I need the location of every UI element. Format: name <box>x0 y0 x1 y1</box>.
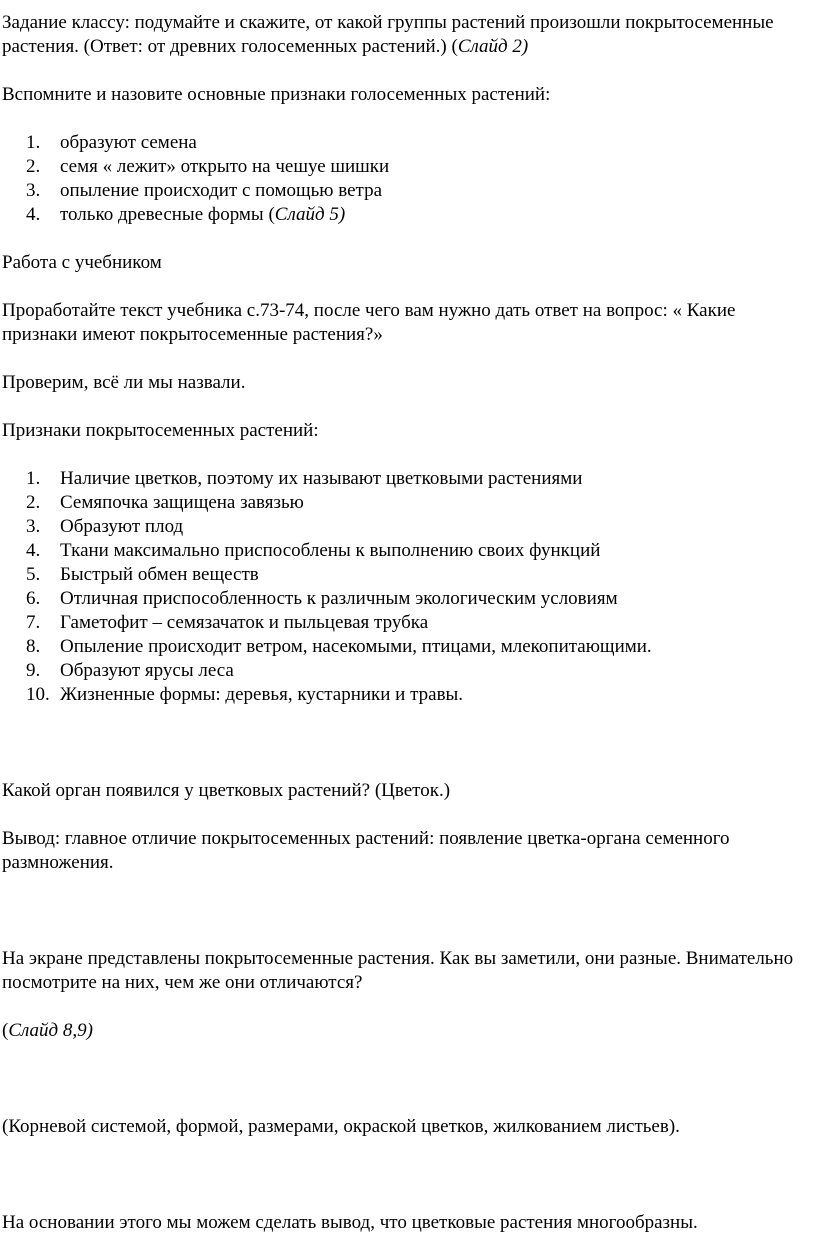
open-paren: ( <box>2 1020 9 1041</box>
list-number: 4. <box>26 540 41 561</box>
list-item <box>2 563 812 587</box>
list-text: Быстрый обмен веществ <box>60 564 259 585</box>
list-item <box>2 491 812 515</box>
list-text: только древесные формы ( <box>60 204 275 225</box>
final-paragraph: На основании этого мы можем сделать вывод, что цветковые растения многообразны. <box>2 1212 698 1233</box>
list-item <box>2 155 812 179</box>
list-item <box>2 635 812 659</box>
list-text: Семяпочка защищена завязью <box>60 492 304 513</box>
textbook-paragraph: Проработайте текст учебника с.73-74, после чего вам нужно дать ответ на вопрос: « Какие признаки имеют покрытосеменные растения?» <box>2 300 736 345</box>
check-paragraph: Проверим, всё ли мы назвали. <box>2 372 246 393</box>
list-item <box>2 203 812 227</box>
list-item <box>2 659 812 683</box>
task-paragraph <box>2 11 812 59</box>
list-text: образуют семена <box>60 132 197 153</box>
list-number: 6. <box>26 588 41 609</box>
question-paragraph: Какой орган появился у цветковых растений? (Цветок.) <box>2 780 451 801</box>
answer-paragraph: (Корневой системой, формой, размерами, окраской цветков, жилкованием листьев). <box>2 1116 680 1137</box>
list-item <box>2 131 812 155</box>
slide-ref: Слайд 8,9) <box>8 1020 93 1041</box>
list-text: Отличная приспособленность к различным экологическим условиям <box>60 588 618 609</box>
list-item <box>2 683 812 707</box>
list-number: 2. <box>26 156 41 177</box>
list-number: 3. <box>26 180 41 201</box>
list-item <box>2 467 812 491</box>
list-item <box>2 611 812 635</box>
list-text: Жизненные формы: деревья, кустарники и травы. <box>60 684 464 705</box>
list-item <box>2 539 812 563</box>
list-item <box>2 179 812 203</box>
document-page <box>2 11 812 1235</box>
list-text: Гаметофит – семязачаток и пыльцевая трубка <box>60 612 429 633</box>
slide-paragraph <box>2 1019 812 1043</box>
angiosperm-heading: Признаки покрытосеменных растений: <box>2 420 319 441</box>
list-number: 1. <box>26 468 41 489</box>
list-text: Ткани максимально приспособлены к выполнению своих функций <box>60 540 601 561</box>
slide-ref: Слайд 2) <box>457 36 529 57</box>
list-text: семя « лежит» открыто на чешуе шишки <box>60 156 390 177</box>
conclusion-paragraph: Вывод: главное отличие покрытосеменных растений: появление цветка-органа семенного размножения. <box>2 828 730 873</box>
list-number: 7. <box>26 612 41 633</box>
list-number: 10. <box>26 684 50 705</box>
task-text: Задание классу: подумайте и скажите, от какой группы растений произошли покрытосеменные растения. (Ответ: от древних голосеменных растений.) ( <box>2 12 774 57</box>
list-number: 5. <box>26 564 41 585</box>
slide-ref: Слайд 5) <box>274 204 346 225</box>
list-text: Опыление происходит ветром, насекомыми, птицами, млекопитающими. <box>60 636 652 657</box>
list-text: Образуют плод <box>60 516 184 537</box>
list-number: 1. <box>26 132 41 153</box>
list-item <box>2 515 812 539</box>
list-text: Образуют ярусы леса <box>60 660 234 681</box>
list-number: 2. <box>26 492 41 513</box>
recall-paragraph: Вспомните и назовите основные признаки голосеменных растений: <box>2 84 551 105</box>
list-number: 4. <box>26 204 41 225</box>
list-item <box>2 587 812 611</box>
textbook-heading: Работа с учебником <box>2 252 162 273</box>
angiosperm-features-list <box>2 467 812 707</box>
gymnosperm-features-list <box>2 131 812 227</box>
list-number: 8. <box>26 636 41 657</box>
screen-paragraph: На экране представлены покрытосеменные растения. Как вы заметили, они разные. Внимательно посмотрите на них, чем же они отличаются? <box>2 948 794 993</box>
list-number: 3. <box>26 516 41 537</box>
list-text: опыление происходит с помощью ветра <box>60 180 383 201</box>
list-number: 9. <box>26 660 41 681</box>
list-text: Наличие цветков, поэтому их называют цветковыми растениями <box>60 468 583 489</box>
